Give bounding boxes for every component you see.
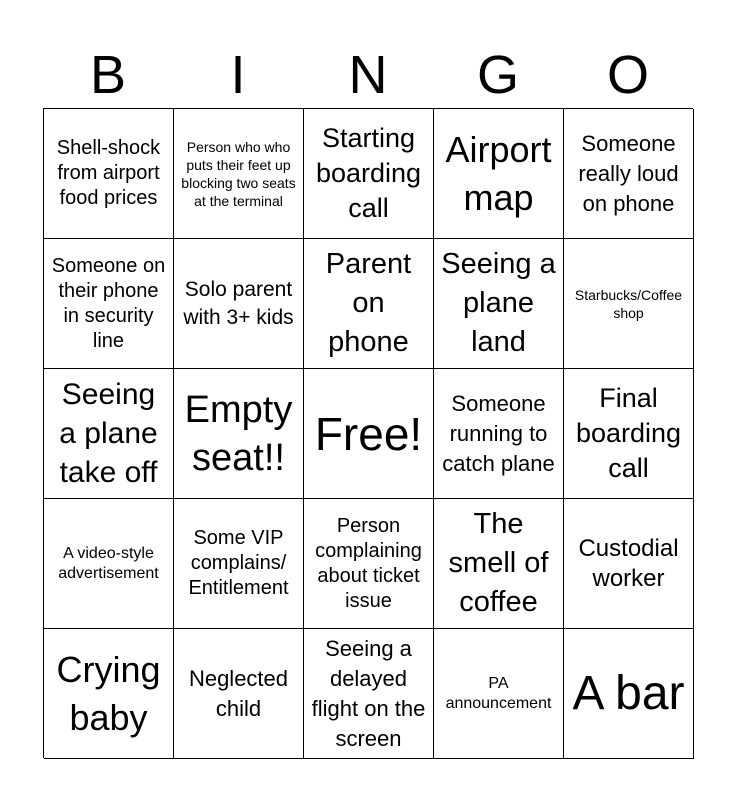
cell-text: PA announcement <box>445 674 552 712</box>
bingo-cell-r5c1[interactable] <box>44 629 174 759</box>
bingo-cell-free[interactable] <box>304 369 434 499</box>
cell-text: The smell of coffee <box>448 508 549 618</box>
bingo-cell-r5c4[interactable] <box>434 629 564 759</box>
cell-text: Starting boarding call <box>315 123 422 223</box>
cell-text: A video-style advertisement <box>58 544 159 582</box>
cell-text: Person complaining about ticket issue <box>315 514 422 612</box>
bingo-cell-r3c5[interactable] <box>564 369 694 499</box>
bingo-cell-r1c4[interactable] <box>434 109 564 239</box>
bingo-cell-r3c2[interactable] <box>174 369 304 499</box>
bingo-cell-r5c2[interactable] <box>174 629 304 759</box>
bingo-cell-r5c5[interactable] <box>564 629 694 759</box>
header-letter-g: G <box>476 45 519 105</box>
cell-text: Seeing a plane land <box>441 248 556 358</box>
bingo-cell-r2c4[interactable] <box>434 239 564 369</box>
bingo-cell-r3c4[interactable] <box>434 369 564 499</box>
bingo-cell-r4c5[interactable] <box>564 499 694 629</box>
cell-text: Someone really loud on phone <box>578 130 679 216</box>
bingo-cell-r4c1[interactable] <box>44 499 174 629</box>
bingo-cell-r2c3[interactable] <box>304 239 434 369</box>
cell-text: Empty seat!! <box>184 388 293 479</box>
bingo-cell-r2c5[interactable] <box>564 239 694 369</box>
bingo-cell-r3c1[interactable] <box>44 369 174 499</box>
free-space-text: Free! <box>314 407 423 460</box>
cell-text: Solo parent with 3+ kids <box>183 277 294 329</box>
cell-text: Crying baby <box>56 648 161 738</box>
cell-text: Custodial worker <box>578 534 679 592</box>
cell-text: A bar <box>572 666 685 720</box>
cell-text: Shell-shock from airport food prices <box>56 137 161 209</box>
cell-text: Person who who puts their feet up blocking two seats at the terminal <box>181 138 296 209</box>
cell-text: Someone running to catch plane <box>442 390 555 476</box>
cell-text: Someone on their phone in security line <box>51 254 166 352</box>
cell-text: Airport map <box>445 128 552 218</box>
bingo-cell-r4c2[interactable] <box>174 499 304 629</box>
header-letter-o: O <box>606 45 649 105</box>
cell-text: Starbucks/Coffee shop <box>574 286 683 321</box>
cell-text: Parent on phone <box>325 248 412 358</box>
bingo-cell-r1c1[interactable] <box>44 109 174 239</box>
bingo-cell-r4c4[interactable] <box>434 499 564 629</box>
bingo-header <box>43 42 693 108</box>
header-letter-b: B <box>89 45 127 105</box>
cell-text: Final boarding call <box>575 383 682 483</box>
bingo-cell-r5c3[interactable] <box>304 629 434 759</box>
cell-text: Neglected child <box>188 665 289 721</box>
bingo-cell-r1c2[interactable] <box>174 109 304 239</box>
header-letter-n: N <box>348 45 388 105</box>
bingo-cell-r1c5[interactable] <box>564 109 694 239</box>
cell-text: Some VIP complains/ Entitlement <box>188 527 289 599</box>
bingo-cell-r4c3[interactable] <box>304 499 434 629</box>
bingo-cell-r2c1[interactable] <box>44 239 174 369</box>
cell-text: Seeing a plane take off <box>59 378 158 489</box>
bingo-cell-r2c2[interactable] <box>174 239 304 369</box>
cell-text: Seeing a delayed flight on the screen <box>311 635 426 751</box>
bingo-cell-r1c3[interactable] <box>304 109 434 239</box>
bingo-card-grid <box>43 108 693 758</box>
header-letter-i: I <box>230 45 246 105</box>
